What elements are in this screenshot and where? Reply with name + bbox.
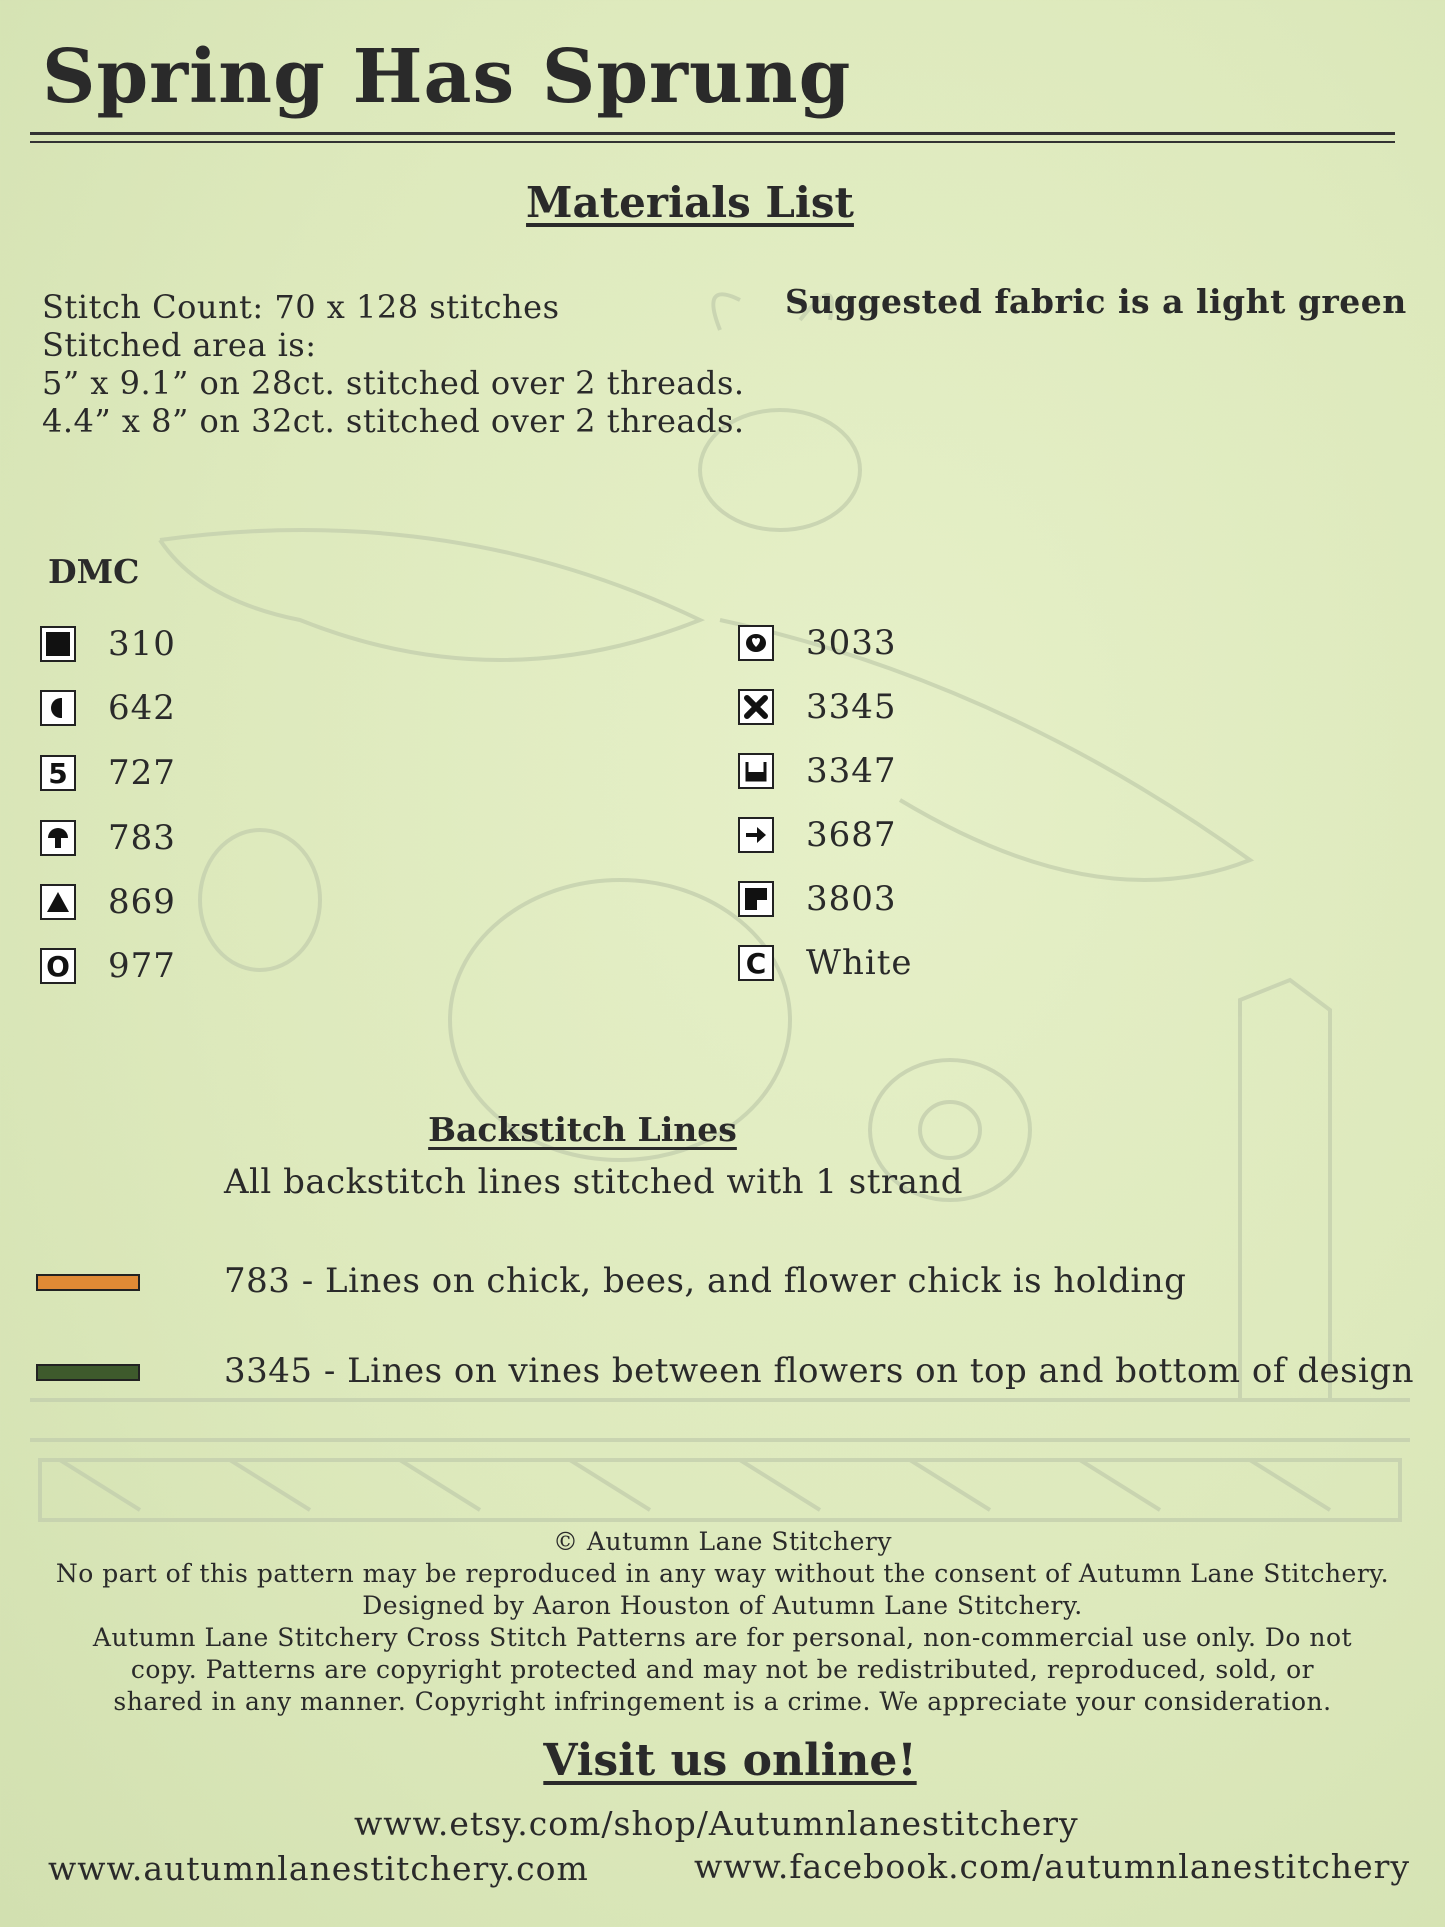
backstitch-note: All backstitch lines stitched with 1 strand — [224, 1162, 964, 1202]
visit-heading: Visit us online! — [543, 1735, 917, 1786]
floss-row — [738, 940, 913, 986]
materials-heading — [0, 178, 1380, 227]
floss-code: 642 — [108, 688, 176, 728]
dmc-heading: DMC — [48, 552, 140, 591]
etsy-link[interactable]: www.etsy.com/shop/Autumnlanestitchery — [354, 1804, 1079, 1843]
stitch-info — [42, 288, 745, 440]
stitched-area-32ct: 4.4” x 8” on 32ct. stitched over 2 threads. — [42, 402, 745, 440]
floss-code: 3345 — [806, 687, 897, 727]
mushroom-arrow-icon — [40, 820, 76, 856]
floss-code: 783 — [108, 818, 176, 858]
stitch-count: Stitch Count: 70 x 128 stitches — [42, 288, 560, 326]
fabric-note: Suggested fabric is a light green — [785, 282, 1407, 321]
title-rule-top — [30, 132, 1395, 135]
copyright-footer — [20, 1526, 1425, 1718]
title-rule-bottom — [30, 141, 1395, 143]
floss-code: 310 — [108, 624, 176, 664]
x-cross-icon — [738, 689, 774, 725]
backstitch-heading: Backstitch Lines — [428, 1110, 737, 1149]
floss-code: 3687 — [806, 815, 897, 855]
facebook-link[interactable]: www.facebook.com/autumnlanestitchery — [694, 1847, 1411, 1886]
floss-row — [738, 812, 897, 858]
heart-icon — [738, 625, 774, 661]
materials-heading-text: Materials List — [526, 178, 854, 227]
floss-code: 727 — [108, 753, 176, 793]
backstitch-line-783: 783 - Lines on chick, bees, and flower chick is holding — [224, 1261, 1187, 1301]
backstitch-swatch-3345 — [36, 1364, 140, 1381]
stitched-area-28ct: 5” x 9.1” on 28ct. stitched over 2 threads. — [42, 364, 745, 402]
arrow-right-icon — [738, 817, 774, 853]
floss-code: 3033 — [806, 623, 897, 663]
backstitch-swatch-783 — [36, 1274, 140, 1291]
digit-five-icon: 5 — [40, 755, 76, 791]
usage-notice: Autumn Lane Stitchery Cross Stitch Patterns are for personal, non-commercial use only. Do not — [92, 1623, 1353, 1652]
floss-code: 977 — [108, 946, 176, 986]
floss-code: 869 — [108, 882, 176, 922]
half-moon-icon — [40, 690, 76, 726]
letter-o-icon: O — [40, 948, 76, 984]
floss-code: 3803 — [806, 879, 897, 919]
floss-row — [738, 620, 897, 666]
copyright-line: © Autumn Lane Stitchery — [552, 1527, 893, 1556]
floss-code: 3347 — [806, 751, 897, 791]
letter-c-icon: C — [738, 945, 774, 981]
website-link[interactable]: www.autumnlanestitchery.com — [48, 1849, 589, 1888]
floss-code: White — [806, 943, 913, 983]
floss-row — [738, 748, 897, 794]
floss-row — [40, 943, 176, 989]
reproduction-notice: No part of this pattern may be reproduced in any way without the consent of Autumn Lane Stitchery. — [55, 1559, 1390, 1588]
corner-block-icon — [738, 881, 774, 917]
triangle-icon — [40, 884, 76, 920]
floss-row — [40, 815, 176, 861]
floss-row — [40, 685, 176, 731]
backstitch-line-3345: 3345 - Lines on vines between flowers on top and bottom of design — [224, 1351, 1415, 1391]
usage-notice: copy. Patterns are copyright protected and may not be redistributed, reproduced, sold, or — [130, 1655, 1315, 1684]
floss-row — [738, 876, 897, 922]
designer-credit: Designed by Aaron Houston of Autumn Lane Stitchery. — [362, 1591, 1083, 1620]
page-title: Spring Has Sprung — [42, 34, 852, 120]
floss-row — [40, 879, 176, 925]
stitched-area-label: Stitched area is: — [42, 326, 317, 364]
usage-notice: shared in any manner. Copyright infringement is a crime. We appreciate your consideration. — [113, 1687, 1332, 1716]
floss-row — [40, 750, 176, 796]
cup-bracket-icon — [738, 753, 774, 789]
filled-square-icon — [40, 626, 76, 662]
floss-row — [738, 684, 897, 730]
floss-row — [40, 621, 176, 667]
